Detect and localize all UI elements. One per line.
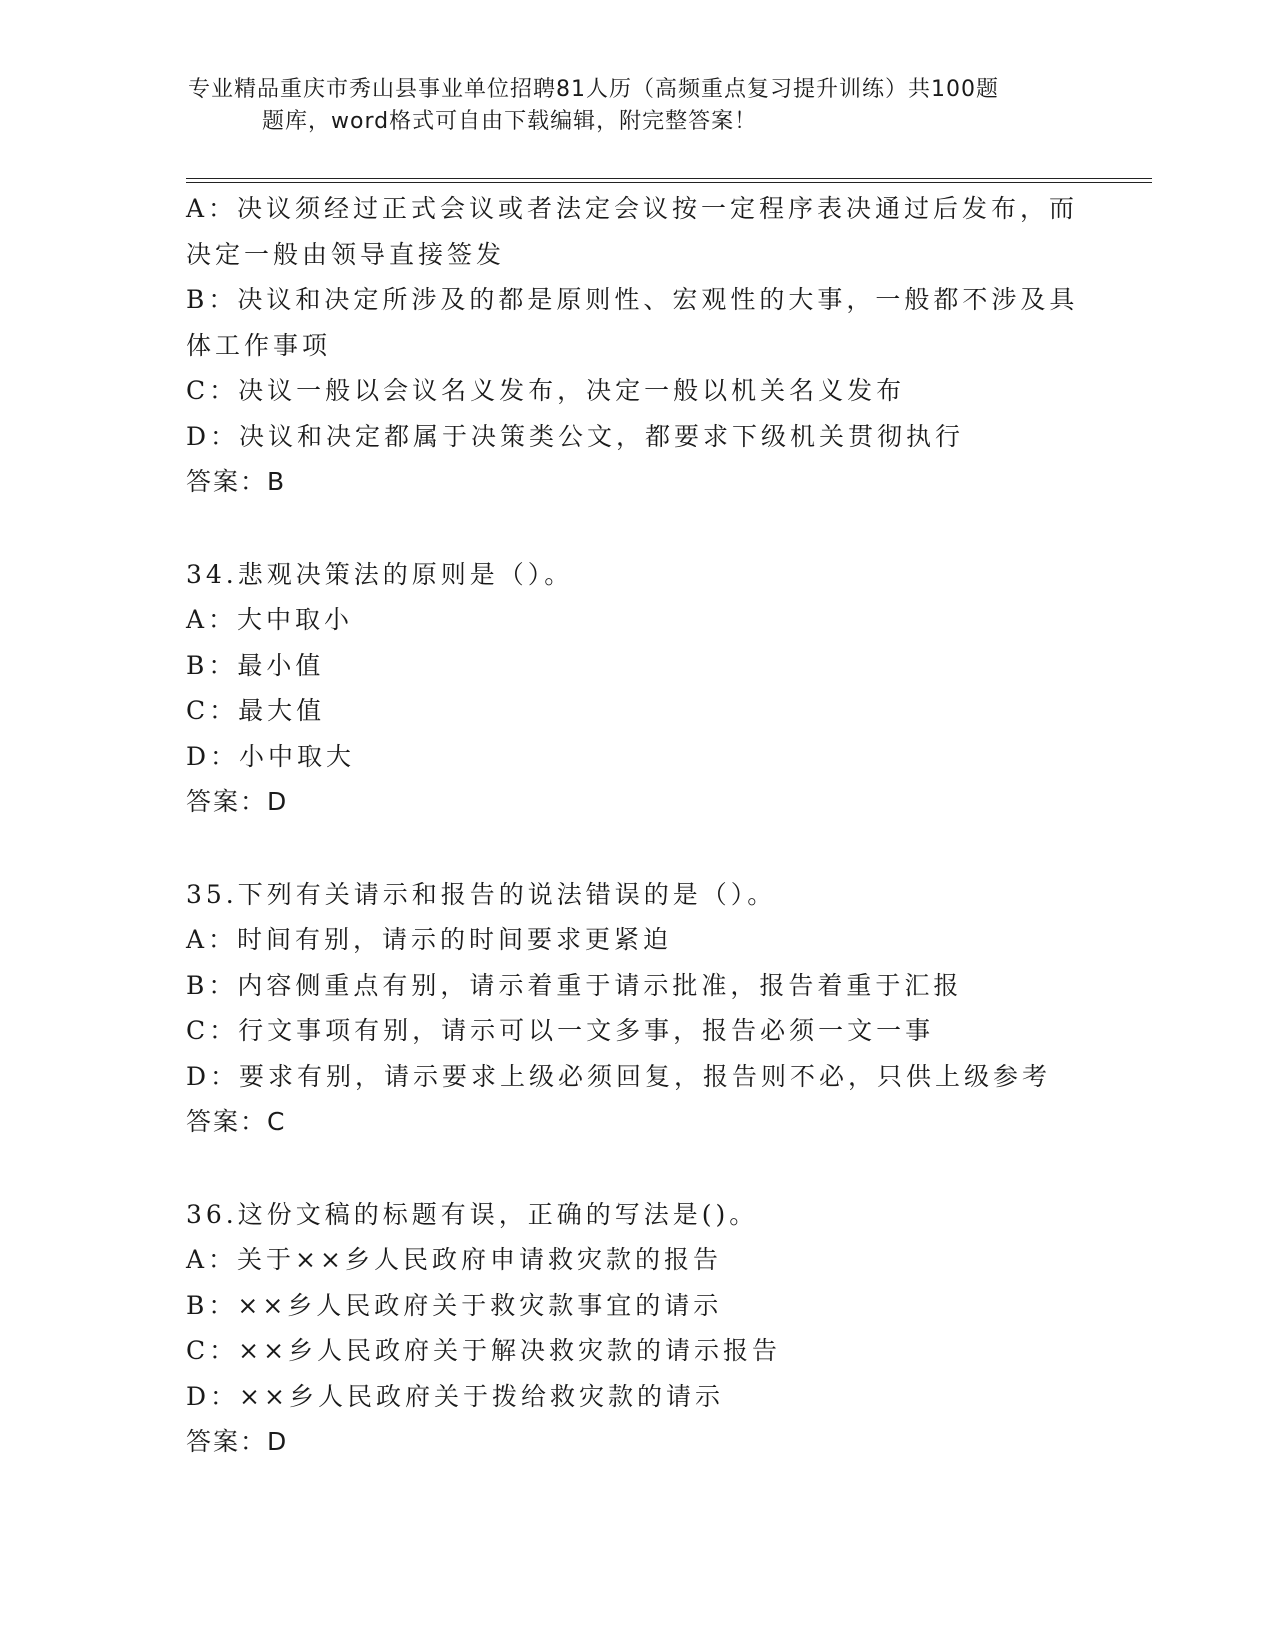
spacer — [186, 825, 1086, 872]
question-block-continued — [186, 186, 1086, 505]
option-line: A：关于××乡人民政府申请救灾款的报告 — [186, 1245, 722, 1274]
answer-line: 答案：B — [186, 467, 287, 496]
option-line: D：要求有别，请示要求上级必须回复，报告则不必，只供上级参考 — [186, 1061, 1052, 1091]
page-header — [188, 74, 1088, 138]
header-title-line1: 专业精品重庆市秀山县事业单位招聘81人历（高频重点复习提升训练）共100题 — [188, 77, 999, 102]
header-title-line2: 题库，word格式可自由下载编辑，附完整答案！ — [262, 109, 758, 134]
question-stem: 36.这份文稿的标题有误，正确的写法是()。 — [186, 1199, 759, 1229]
answer-line: 答案：D — [186, 787, 289, 816]
spacer — [186, 1145, 1086, 1192]
option-line: B：××乡人民政府关于救灾款事宜的请示 — [186, 1290, 723, 1320]
question-block-36 — [186, 1192, 1086, 1465]
option-line: B：内容侧重点有别，请示着重于请示批准，报告着重于汇报 — [186, 970, 963, 1000]
question-stem: 34.悲观决策法的原则是（）。 — [186, 559, 574, 589]
question-content — [186, 186, 1086, 1465]
question-block-35 — [186, 872, 1086, 1145]
option-line: 决定一般由领导直接签发 — [186, 239, 506, 269]
option-line: 体工作事项 — [186, 330, 332, 360]
option-line: B：决议和决定所涉及的都是原则性、宏观性的大事，一般都不涉及具 — [186, 285, 1079, 314]
answer-line: 答案：C — [186, 1107, 287, 1136]
header-divider-top — [186, 178, 1152, 179]
header-divider-bottom — [186, 182, 1152, 183]
option-line: B：最小值 — [186, 650, 325, 680]
question-stem: 35.下列有关请示和报告的说法错误的是（）。 — [186, 879, 777, 909]
question-block-34 — [186, 552, 1086, 825]
answer-line: 答案：D — [186, 1427, 289, 1456]
spacer — [186, 505, 1086, 552]
option-line: C：××乡人民政府关于解决救灾款的请示报告 — [186, 1336, 782, 1365]
option-line: D：决议和决定都属于决策类公文，都要求下级机关贯彻执行 — [186, 421, 965, 451]
option-line: C：决议一般以会议名义发布，决定一般以机关名义发布 — [186, 376, 906, 405]
option-line: A：决议须经过正式会议或者法定会议按一定程序表决通过后发布，而 — [186, 194, 1079, 223]
option-line: A：时间有别，请示的时间要求更紧迫 — [186, 925, 673, 954]
option-line: D：××乡人民政府关于拨给救灾款的请示 — [186, 1381, 724, 1411]
option-line: A：大中取小 — [186, 605, 354, 634]
option-line: C：最大值 — [186, 696, 326, 725]
option-line: D：小中取大 — [186, 741, 356, 771]
option-line: C：行文事项有别，请示可以一文多事，报告必须一文一事 — [186, 1016, 935, 1045]
